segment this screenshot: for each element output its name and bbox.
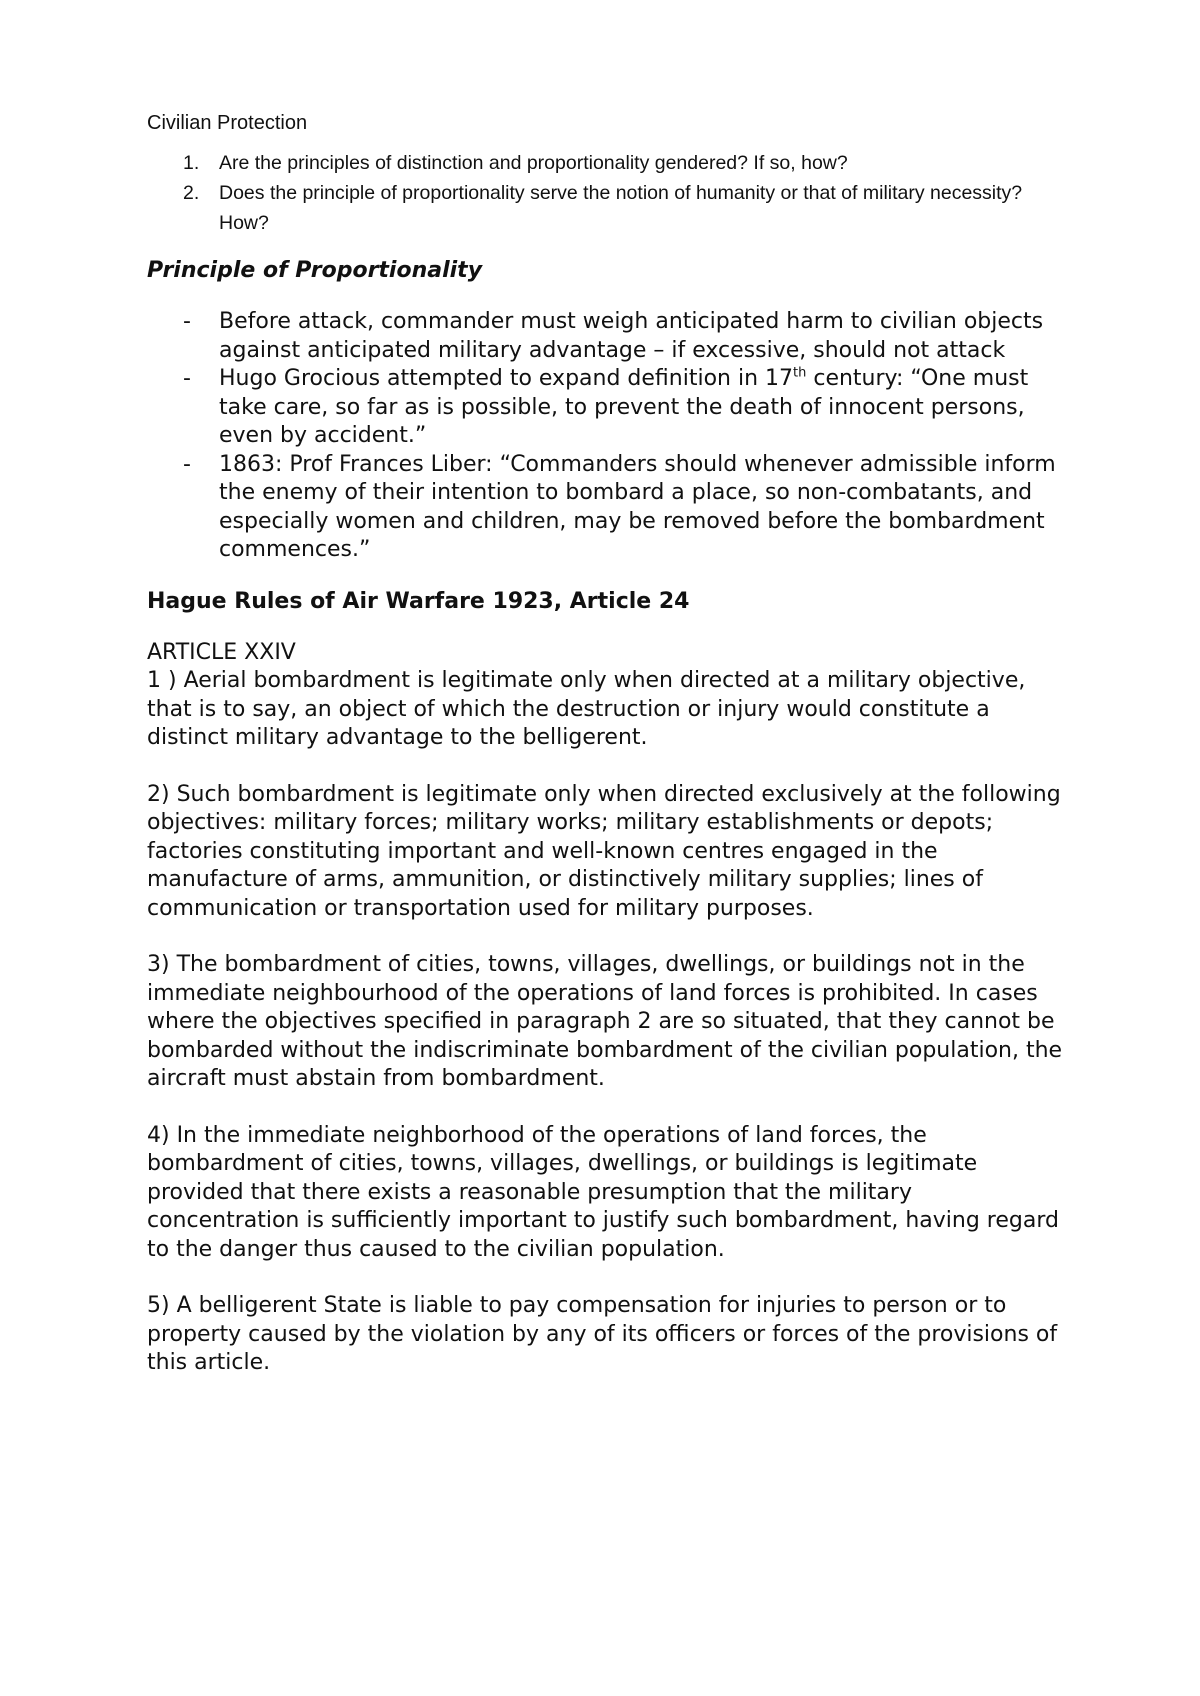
section-heading-hague-rules: Hague Rules of Air Warfare 1923, Article 24 (147, 588, 690, 614)
list-item (147, 308, 1067, 365)
article-paragraph-3: 3) The bombardment of cities, towns, villages, dwellings, or buildings not in the immediate neighbourhood of the operations of land forces is prohibited. In cases where the objectives specified in paragraph 2 are so situated, that they cannot be bombarded without the indiscriminate bombardment of the civilian population, the aircraft must abstain from bombardment. (147, 952, 1063, 1091)
bullet-dash: - (183, 309, 191, 334)
article-paragraph-1: 1 ) Aerial bombardment is legitimate only when directed at a military objective, that is to say, an object of which the destruction or injury would constitute a distinct military advantage to the belligerent. (147, 668, 1026, 750)
question-number: 2. (183, 182, 200, 204)
list-item (147, 148, 1067, 178)
section-heading-proportionality: Principle of Proportionality (147, 258, 483, 283)
article-label: ARTICLE XXIV (147, 639, 296, 665)
superscript-th: th (793, 365, 807, 381)
proportionality-bullet-list (147, 308, 1067, 565)
document-page (147, 108, 1067, 1406)
bullet-text: 1863: Prof Frances Liber: “Commanders should whenever admissible inform the enemy of their intention to bombard a place, so non-combatants, and especially women and children, may be removed before the bombardment commences.” (219, 451, 1056, 562)
list-item (147, 365, 1067, 451)
question-number: 1. (183, 152, 200, 174)
bullet-text: Before attack, commander must weigh anticipated harm to civilian objects against anticipated military advantage – if excessive, should not attack (219, 309, 1044, 363)
article-paragraph-5: 5) A belligerent State is liable to pay compensation for injuries to person or to property caused by the violation by any of its officers or forces of the provisions of this article. (147, 1293, 1058, 1375)
question-text: Are the principles of distinction and proportionality gendered? If so, how? (219, 152, 848, 174)
bullet-text: Hugo Grocious attempted to expand definition in 17 (219, 366, 794, 391)
list-item (147, 451, 1067, 565)
bullet-text-continued: century: “One must take care, so far as is possible, to prevent the death of innocent persons, even by accident.” (219, 366, 1029, 448)
article-paragraph-4: 4) In the immediate neighborhood of the operations of land forces, the bombardment of cities, towns, villages, dwellings, or buildings is legitimate provided that there exists a reasonable presumption that the military concentration is sufficiently important to justify such bombardment, having regard to the danger thus caused to the civilian population. (147, 1122, 1059, 1262)
question-list (147, 148, 1067, 238)
list-item (147, 178, 1067, 238)
bullet-dash: - (183, 451, 191, 477)
question-text: Does the principle of proportionality serve the notion of humanity or that of military necessity? How? (219, 182, 1023, 234)
article-paragraph-2: 2) Such bombardment is legitimate only when directed exclusively at the following objectives: military forces; military works; military establishments or depots; factories constituting important and well-known centres engaged in the manufacture of arms, ammunition, or distinctively military supplies; lines of communication or transportation used for military purposes. (147, 781, 1061, 921)
bullet-dash: - (183, 366, 191, 391)
document-title: Civilian Protection (147, 112, 308, 134)
